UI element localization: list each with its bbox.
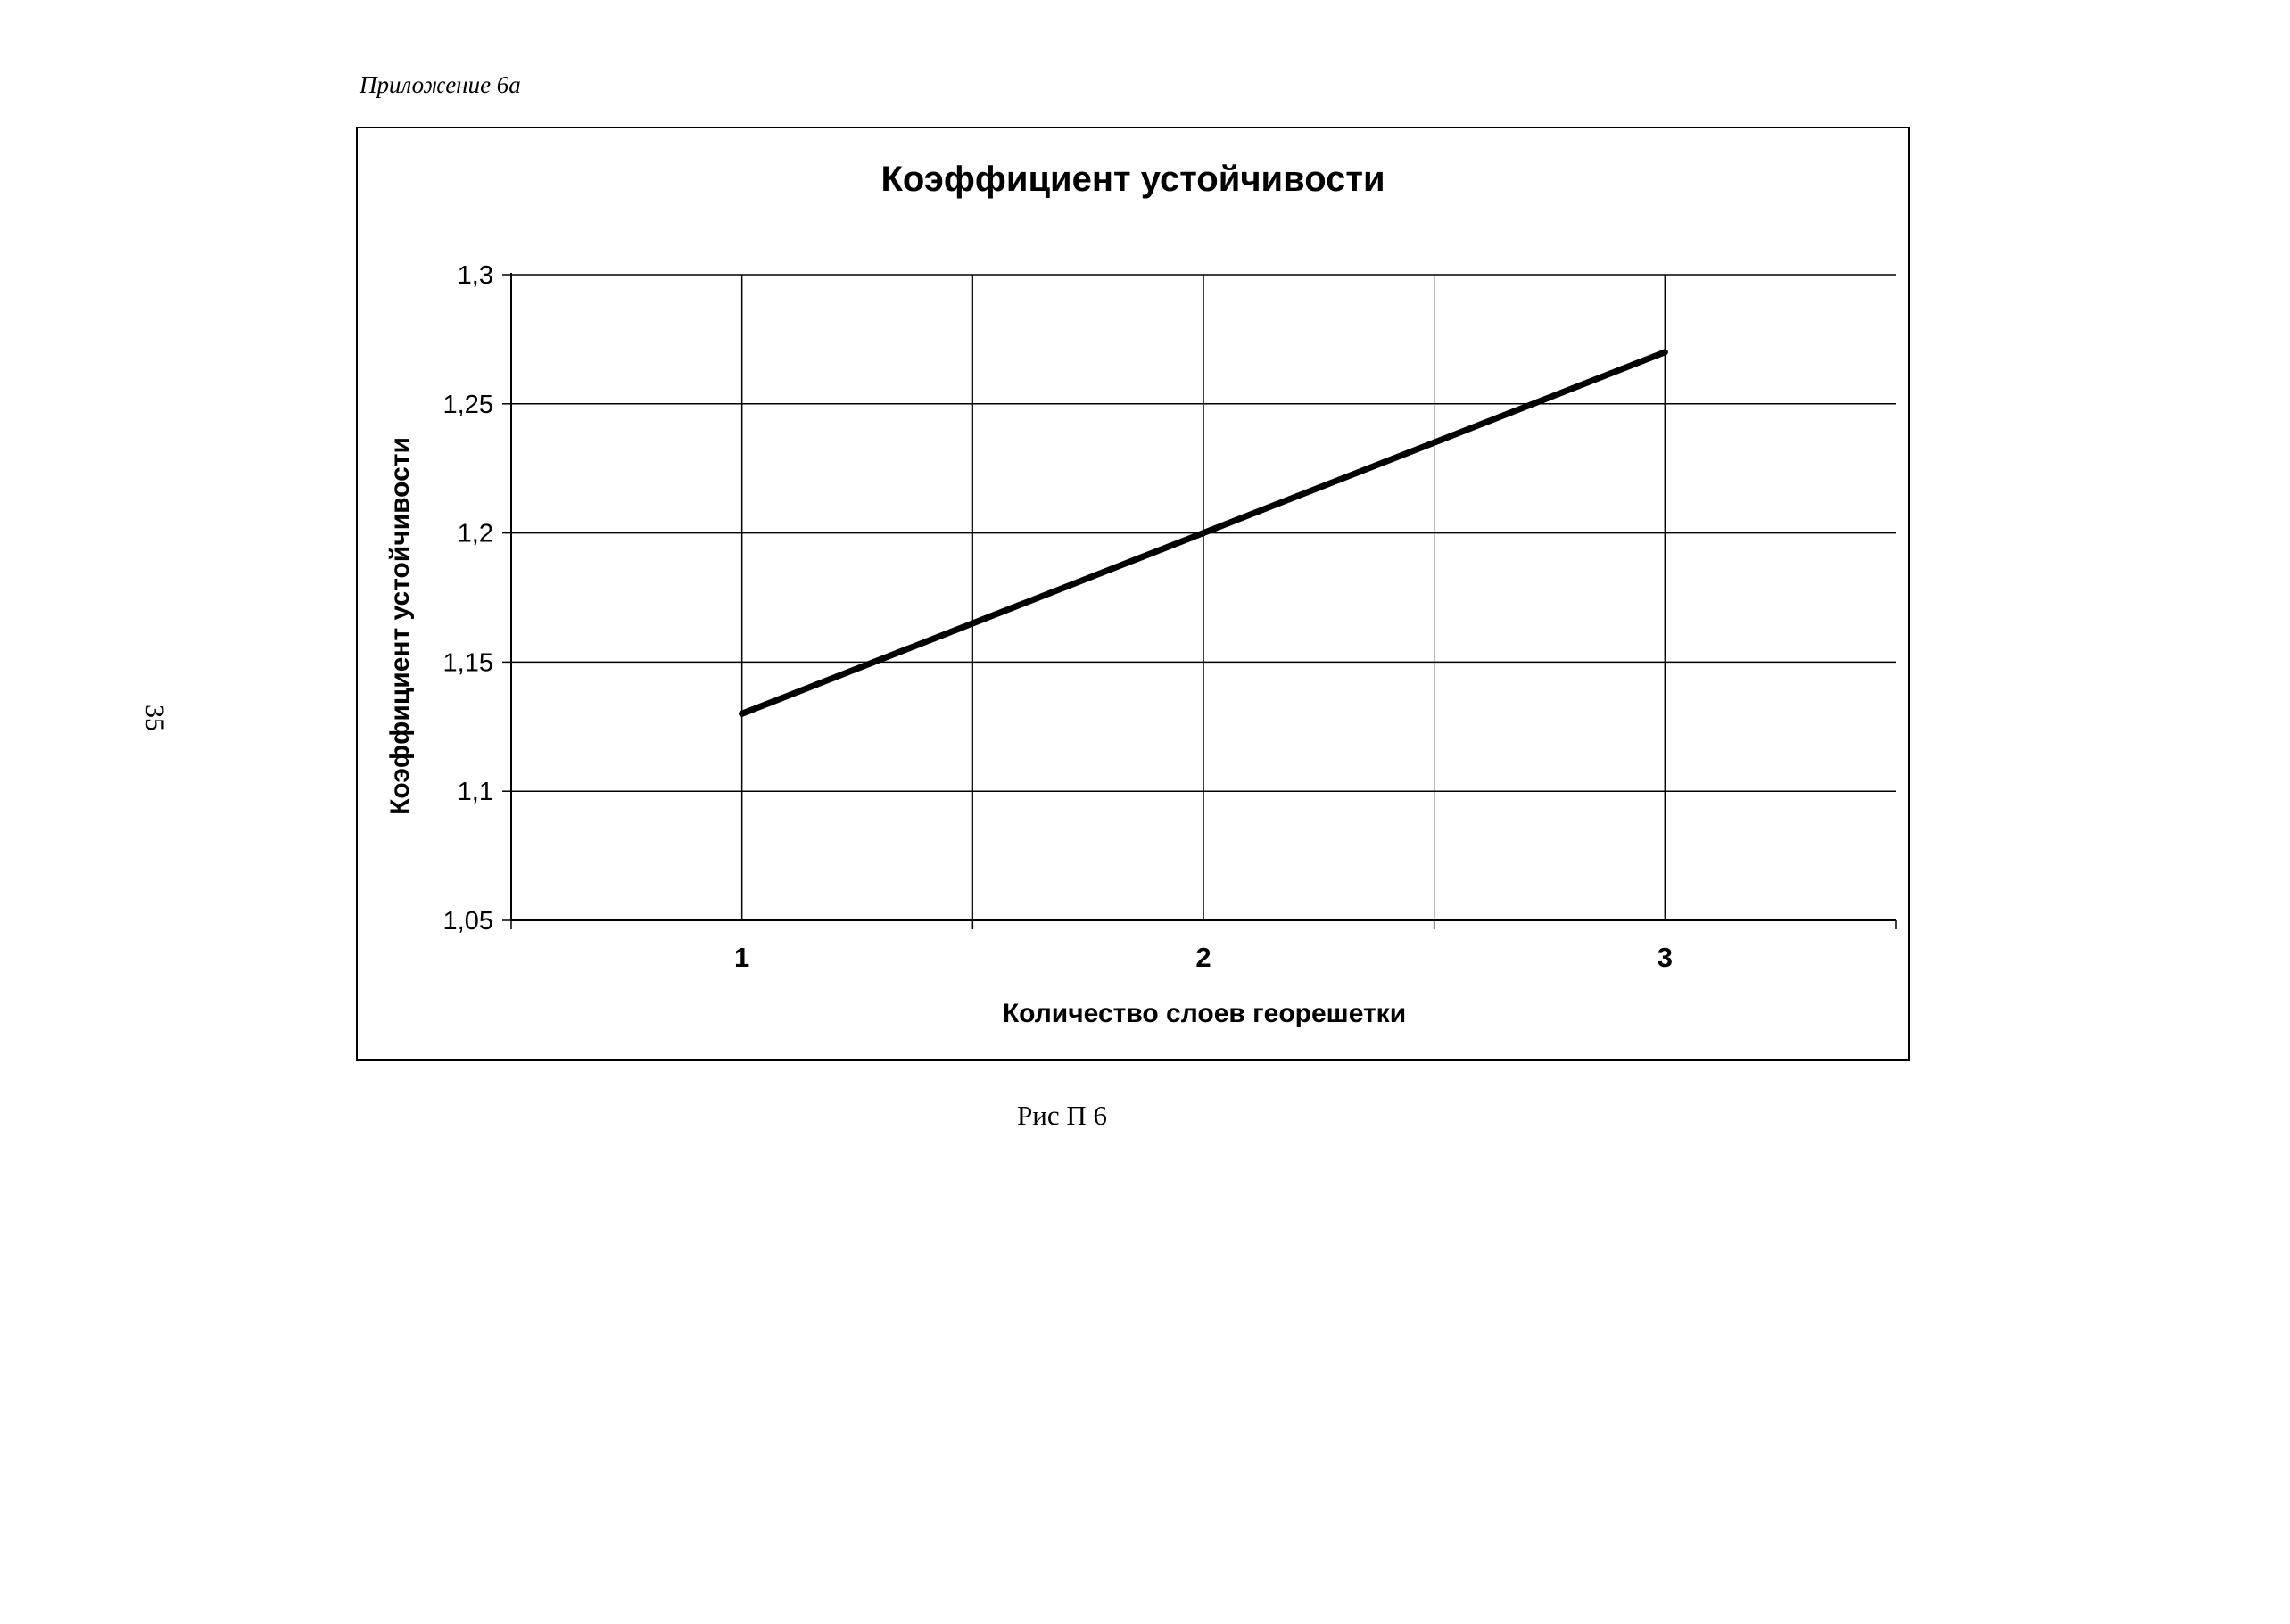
data-point	[1201, 530, 1207, 536]
y-tick-label: 1,25	[442, 390, 493, 419]
y-tick-label: 1,3	[457, 261, 493, 290]
figure-caption: Рис П 6	[1017, 1100, 1107, 1131]
grid	[511, 275, 1896, 920]
y-tick-label: 1,1	[457, 778, 493, 807]
y-tick-label: 1,2	[457, 519, 493, 548]
axes	[502, 273, 1896, 929]
chart-title: Коэффициент устойчивости	[880, 160, 1385, 199]
y-tick-labels	[443, 261, 493, 936]
page-number: 35	[140, 705, 169, 731]
y-axis-title: Коэффициент устойчивости	[385, 437, 415, 815]
x-axis-title: Количество слоев георешетки	[1002, 999, 1407, 1028]
data-point	[1662, 349, 1668, 355]
y-tick-label: 1,15	[442, 648, 493, 678]
x-tick-label: 1	[734, 942, 750, 973]
appendix-label: Приложение 6а	[360, 71, 521, 98]
y-tick-label: 1,05	[442, 907, 493, 936]
x-tick-labels	[734, 942, 1673, 973]
x-tick-label: 2	[1195, 942, 1211, 973]
x-tick-label: 3	[1657, 942, 1673, 973]
data-point	[739, 711, 745, 717]
